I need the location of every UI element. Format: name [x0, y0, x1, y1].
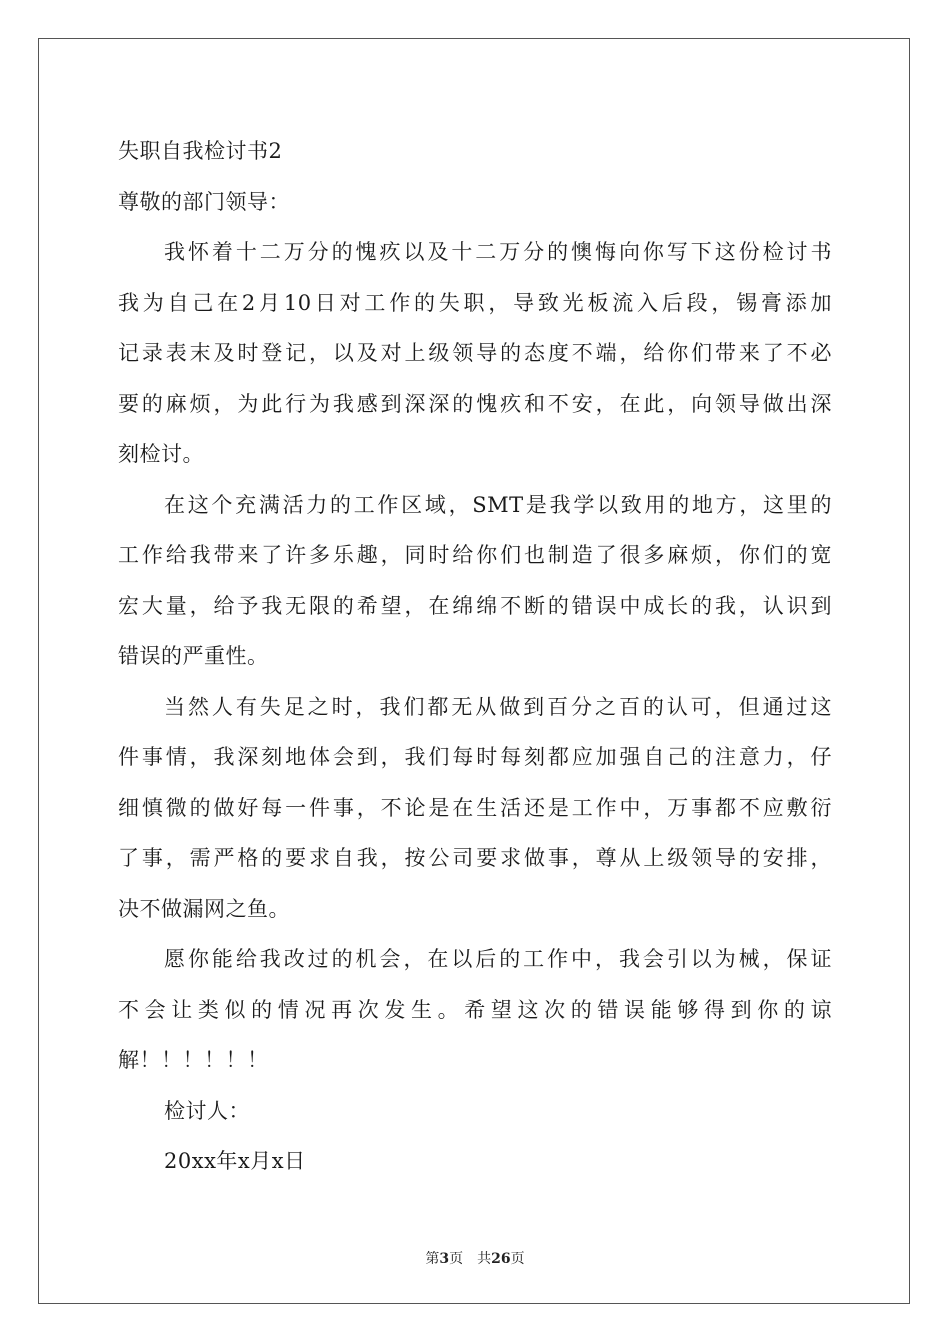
paragraph-line: 刻检讨。 — [118, 442, 204, 466]
page-prefix: 第 — [425, 1251, 440, 1267]
page-footer — [0, 1248, 950, 1268]
paragraph-line: 要的麻烦，为此行为我感到深深的愧疚和不安，在此，向领导做出深 — [118, 391, 832, 416]
total-prefix: 共 — [477, 1251, 492, 1267]
date-line: 20xx年x月x日 — [164, 1149, 306, 1173]
paragraph-line: 解！！！！！！ — [118, 1048, 269, 1072]
paragraph-line: 细慎微的做好每一件事，不论是在生活还是工作中，万事都不应敷衍 — [118, 795, 832, 820]
paragraph-1 — [118, 227, 832, 480]
paragraph-line: 记录表末及时登记，以及对上级领导的态度不端，给你们带来了不必 — [118, 341, 832, 365]
total-suffix: 页 — [510, 1251, 525, 1267]
paragraph-line: 决不做漏网之鱼。 — [118, 896, 290, 921]
document-body — [118, 126, 832, 1187]
signer-label: 检讨人： — [164, 1098, 250, 1123]
paragraph-line: 我为自己在2月10日对工作的失职，导致光板流入后段，锡膏添加 — [118, 290, 832, 315]
paragraph-line: 工作给我带来了许多乐趣，同时给你们也制造了很多麻烦，你们的宽 — [118, 543, 832, 567]
page-number: 3 — [439, 1251, 450, 1267]
paragraph-line: 不会让类似的情况再次发生。希望这次的错误能够得到你的谅 — [118, 997, 832, 1022]
salutation: 尊敬的部门领导： — [118, 189, 290, 214]
paragraph-2 — [118, 480, 832, 682]
paragraph-line: 宏大量，给予我无限的希望，在绵绵不断的错误中成长的我，认识到 — [118, 593, 832, 618]
paragraph-line: 件事情，我深刻地体会到，我们每时每刻都应加强自己的注意力，仔 — [118, 745, 832, 769]
paragraph-line: 愿你能给我改过的机会，在以后的工作中，我会引以为械，保证 — [164, 947, 832, 971]
document-title: 失职自我检讨书2 — [118, 139, 283, 163]
paragraph-3 — [118, 682, 832, 935]
paragraph-line: 了事，需严格的要求自我，按公司要求做事，尊从上级领导的安排， — [118, 846, 832, 870]
paragraph-4 — [118, 934, 832, 1086]
paragraph-line: 我怀着十二万分的愧疚以及十二万分的懊悔向你写下这份检讨书 — [164, 240, 832, 264]
page-suffix: 页 — [449, 1251, 464, 1267]
total-pages: 26 — [491, 1251, 511, 1267]
paragraph-line: 当然人有失足之时，我们都无从做到百分之百的认可，但通过这 — [164, 694, 832, 719]
paragraph-line: 错误的严重性。 — [118, 644, 269, 668]
paragraph-line: 在这个充满活力的工作区域，SMT是我学以致用的地方，这里的 — [164, 492, 832, 517]
